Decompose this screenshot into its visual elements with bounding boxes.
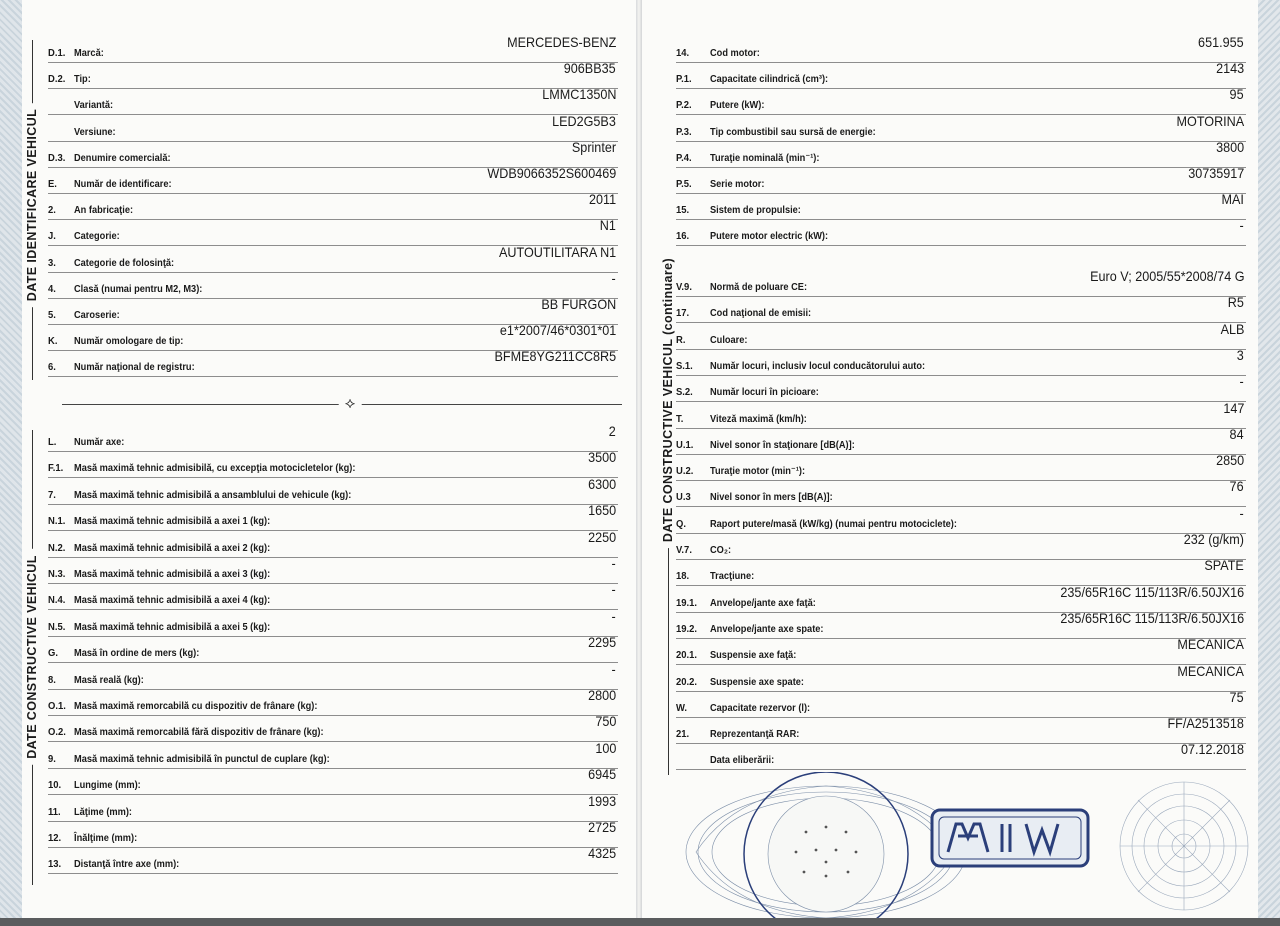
field-row [676,480,1246,507]
field-label: Masă maximă tehnic admisibilă a axei 2 (kg): [74,541,271,554]
field-number: T. [676,412,684,425]
field-value: 100 [594,739,616,756]
field-label: Număr locuri, inclusiv locul conducătorului auto: [710,359,926,372]
field-label: Categorie: [74,230,120,243]
field-value: MAI [1221,191,1244,208]
field-label: Marcă: [74,47,104,59]
field-label: Categorie de folosinţă: [74,256,175,269]
field-value: 2250 [587,528,616,545]
field-value: N1 [599,217,616,234]
field-label: Masă maximă remorcabilă cu dispozitiv de frânare (kg): [74,700,318,712]
field-value: - [611,607,616,624]
field-row [48,167,618,194]
field-label: Masă în ordine de mers (kg): [74,647,200,660]
field-label: Număr de identificare: [74,178,172,190]
field-label: Anvelope/jante axe faţă: [710,596,816,609]
field-value: - [611,269,616,286]
field-row [676,167,1246,194]
field-row [48,112,618,142]
field-row [676,88,1246,115]
field-number: Q. [676,517,686,530]
field-number: J. [48,230,56,243]
field-label: Cod naţional de emisii: [710,307,812,320]
field-label: Sistem de propulsie: [710,204,801,217]
field-label: Cod motor: [710,47,760,59]
field-label: Lăţime (mm): [74,805,133,818]
field-number: V.9. [676,281,692,293]
field-row [48,528,618,558]
field-label: Data eliberării: [710,754,775,767]
field-value: MOTORINA [1176,112,1244,129]
field-row [48,88,618,115]
field-label: Masă maximă tehnic admisibilă a axei 3 (kg): [74,568,271,580]
field-label: CO₂: [710,544,732,556]
field-number: N.3. [48,568,66,580]
field-label: Serie motor: [710,178,765,190]
scan-bottom-edge [0,918,1280,926]
field-row [48,350,618,377]
field-value: 4325 [587,845,616,862]
field-row [676,36,1246,63]
field-row [676,688,1246,718]
field-row [676,638,1246,665]
field-value: 6945 [587,766,616,783]
field-number: E. [48,178,57,190]
field-row [48,451,618,478]
field-number: V.7. [676,544,692,556]
field-row [676,662,1246,692]
field-label: Masă reală (kg): [74,673,144,686]
field-value: 3800 [1215,138,1244,155]
field-row [676,399,1246,429]
field-label: Viteză maximă (km/h): [710,412,807,425]
field-row [676,62,1246,89]
field-row [48,792,618,822]
field-number: 13. [48,858,62,871]
field-label: Număr omologare de tip: [74,335,184,348]
field-label: Masă maximă tehnic admisibilă, cu excepţia motocicletelor (kg): [74,462,356,475]
field-row [48,847,618,874]
field-row [676,375,1246,402]
field-number: 12. [48,832,62,844]
field-label: Turaţie motor (min⁻¹): [710,465,806,478]
field-number: P.1. [676,73,692,86]
field-label: Versiune: [74,125,116,138]
field-number: 15. [676,204,690,217]
field-value: 235/65R16C 115/113R/6.50JX16 [1060,583,1244,600]
field-label: Lungime (mm): [74,779,141,792]
field-number: N.2. [48,541,66,554]
field-value: 95 [1229,86,1244,103]
field-label: Număr axe: [74,436,125,448]
field-label: Tip: [74,73,91,86]
field-row [676,609,1246,639]
field-row [676,454,1246,481]
field-number: 8. [48,673,56,686]
field-label: Anvelope/jante axe spate: [710,622,824,635]
field-label: Înălţime (mm): [74,832,138,844]
field-row [48,504,618,531]
field-value: 75 [1229,688,1244,705]
field-value: MECANICA [1177,662,1244,679]
field-label: Reprezentanţă RAR: [710,728,800,741]
field-number: 4. [48,282,56,295]
field-label: Nivel sonor în mers [dB(A)]: [710,491,833,504]
field-row [676,296,1246,323]
field-value: 906BB35 [564,60,616,77]
field-row [48,660,618,690]
field-value: AUTOUTILITARA N1 [498,243,616,260]
field-label: Putere motor electric (kW): [710,230,829,243]
rw-hologram-logo [930,808,1090,868]
field-label: Masă maximă tehnic admisibilă a axei 5 (kg): [74,620,271,633]
field-row [48,557,618,584]
left-page [22,0,640,918]
field-row [48,475,618,505]
field-value: 2 [608,423,616,439]
field-label: Masă maximă tehnic admisibilă în punctul de cuplare (kg): [74,752,330,765]
field-label: Caroserie: [74,309,120,321]
field-number: 19.2. [676,622,698,635]
field-number: N.1. [48,515,66,528]
field-number: 16. [676,230,690,243]
field-value: 6300 [587,475,616,492]
field-row [48,583,618,610]
field-number: 7. [48,488,56,501]
field-label: Capacitate rezervor (l): [710,701,811,714]
field-number: 9. [48,752,56,765]
field-number: G. [48,647,58,660]
field-value: 750 [594,713,616,730]
field-number: 5. [48,309,56,321]
field-row [48,768,618,795]
field-label: An fabricaţie: [74,204,134,217]
field-row [676,533,1246,560]
field-number: 10. [48,779,62,792]
field-value: e1*2007/46*0301*01 [499,322,616,339]
field-label: Capacitate cilindrică (cm³): [710,73,829,86]
field-value: ALB [1220,320,1244,337]
field-number: 6. [48,361,56,374]
field-number: D.3. [48,151,66,164]
field-label: Denumire comercială: [74,151,171,164]
field-number: 2. [48,204,56,217]
field-number: P.3. [676,125,692,138]
field-row [48,425,618,452]
field-number: N.5. [48,620,66,633]
field-number: 20.1. [676,649,698,662]
field-value: - [1239,217,1244,234]
field-row [676,346,1246,376]
field-row [48,324,618,351]
field-value: - [1239,504,1244,521]
field-number: P.2. [676,99,692,112]
field-value: 3 [1236,346,1244,363]
field-value: 30735917 [1187,165,1244,181]
field-value: BFME8YG211CC8R5 [494,348,616,365]
right-page [642,0,1258,918]
field-label: Raport putere/masă (kW/kg) (numai pentru motociclete): [710,517,957,530]
field-value: Euro V; 2005/55*2008/74 G [1089,268,1244,284]
right-edge-pattern [1258,0,1280,926]
field-value: MECANICA [1177,636,1244,653]
field-value: 3500 [587,449,616,466]
field-value: 2011 [588,191,616,208]
divider-ornament: ⟡ [339,395,362,413]
field-row [48,607,618,637]
section-label-identification: DATE IDENTIFICARE VEHICUL [25,103,39,307]
field-label: Clasă (numai pentru M2, M3): [74,282,203,295]
field-number: O.1. [48,700,66,712]
field-value: 2850 [1215,452,1244,469]
field-value: 1993 [587,792,616,809]
field-label: Masă maximă tehnic admisibilă a axei 4 (kg): [74,594,271,607]
field-number: R. [676,333,686,346]
field-row [48,243,618,273]
field-value: SPATE [1204,557,1244,574]
field-number: D.2. [48,73,66,86]
field-row [48,138,618,168]
field-row [48,636,618,663]
field-label: Tip combustibil sau sursă de energie: [710,125,876,138]
field-value: 2143 [1215,60,1244,77]
field-value: 651.955 [1198,34,1244,50]
field-label: Masă maximă tehnic admisibilă a ansamblului de vehicule (kg): [74,488,352,501]
field-label: Număr naţional de registru: [74,361,195,374]
field-value: Sprinter [571,138,616,155]
field-value: 235/65R16C 115/113R/6.50JX16 [1060,609,1244,626]
field-value: 232 (g/km) [1183,531,1244,547]
field-row [676,504,1246,534]
field-number: S.1. [676,359,693,372]
field-row [48,36,618,63]
field-number: 11. [48,805,61,818]
field-number: L. [48,436,57,448]
field-value: 76 [1229,478,1244,495]
field-value: BB FURGON [541,296,616,312]
field-label: Distanţă între axe (mm): [74,858,180,871]
field-label: Putere (kW): [710,99,765,112]
field-label: Suspensie axe faţă: [710,649,797,662]
field-row [48,219,618,246]
field-row [676,320,1246,350]
field-value: MERCEDES-BENZ [506,34,616,50]
field-number: O.2. [48,726,66,739]
field-value: R5 [1227,294,1244,311]
field-value: 147 [1222,399,1244,416]
field-row [676,112,1246,142]
field-row [48,269,618,299]
field-number: U.3 [676,491,691,504]
field-value: 07.12.2018 [1180,741,1244,758]
field-label: Variantă: [74,99,114,112]
field-row [676,193,1246,220]
field-label: Masă maximă remorcabilă fără dispozitiv de frânare (kg): [74,726,324,739]
field-row [48,821,618,848]
field-row [48,689,618,716]
field-number: P.5. [676,178,692,190]
section-label-construction-continued: DATE CONSTRUCTIVE VEHICUL (continuare) [661,252,675,548]
field-row [48,298,618,325]
field-row [48,193,618,220]
field-number: U.1. [676,438,694,451]
field-number: 20.2. [676,675,698,688]
field-value: LMMC1350N [541,86,616,103]
field-label: Tracţiune: [710,570,755,583]
field-value: 2800 [587,687,616,703]
field-label: Culoare: [710,333,748,346]
field-number: P.4. [676,151,692,164]
field-value: 2725 [587,819,616,835]
field-label: Suspensie axe spate: [710,675,804,688]
left-edge-pattern [0,0,22,926]
field-value: LED2G5B3 [552,112,616,129]
field-number: 18. [676,570,690,583]
field-value: - [611,660,616,677]
field-value: - [1239,373,1244,390]
field-number: 17. [676,307,690,320]
field-number: K. [48,335,58,348]
field-value: - [611,581,616,598]
field-row [48,739,618,769]
field-value: 84 [1229,425,1244,442]
field-number: U.2. [676,465,694,478]
field-row [676,717,1246,744]
field-value: WDB9066352S600469 [487,165,616,181]
field-label: Număr locuri în picioare: [710,386,819,399]
field-row [676,138,1246,168]
field-row [676,743,1246,770]
field-value: 1650 [587,502,616,519]
field-row [48,715,618,742]
guilloche-rosette-right [1116,778,1252,914]
section-label-construction: DATE CONSTRUCTIVE VEHICUL [25,549,39,765]
field-row [676,559,1246,586]
field-number: W. [676,701,688,714]
field-value: FF/A2513518 [1167,715,1244,732]
field-label: Masă maximă tehnic admisibilă a axei 1 (kg): [74,515,271,528]
field-row [676,425,1246,455]
field-number: 3. [48,256,56,269]
field-number: S.2. [676,386,693,399]
field-row [48,62,618,89]
field-number: 19.1. [676,596,698,609]
field-row [676,219,1246,246]
field-number: D.1. [48,47,66,59]
field-value: 2295 [587,634,616,651]
field-number: 21. [676,728,690,741]
field-row [676,270,1246,297]
field-row [676,583,1246,613]
field-label: Normă de poluare CE: [710,281,808,293]
field-number: N.4. [48,594,66,607]
field-value: - [611,555,616,571]
field-label: Nivel sonor în staţionare [dB(A)]: [710,438,855,451]
field-number: 14. [676,47,690,59]
field-label: Turaţie nominală (min⁻¹): [710,151,820,164]
field-number: F.1. [48,462,64,475]
